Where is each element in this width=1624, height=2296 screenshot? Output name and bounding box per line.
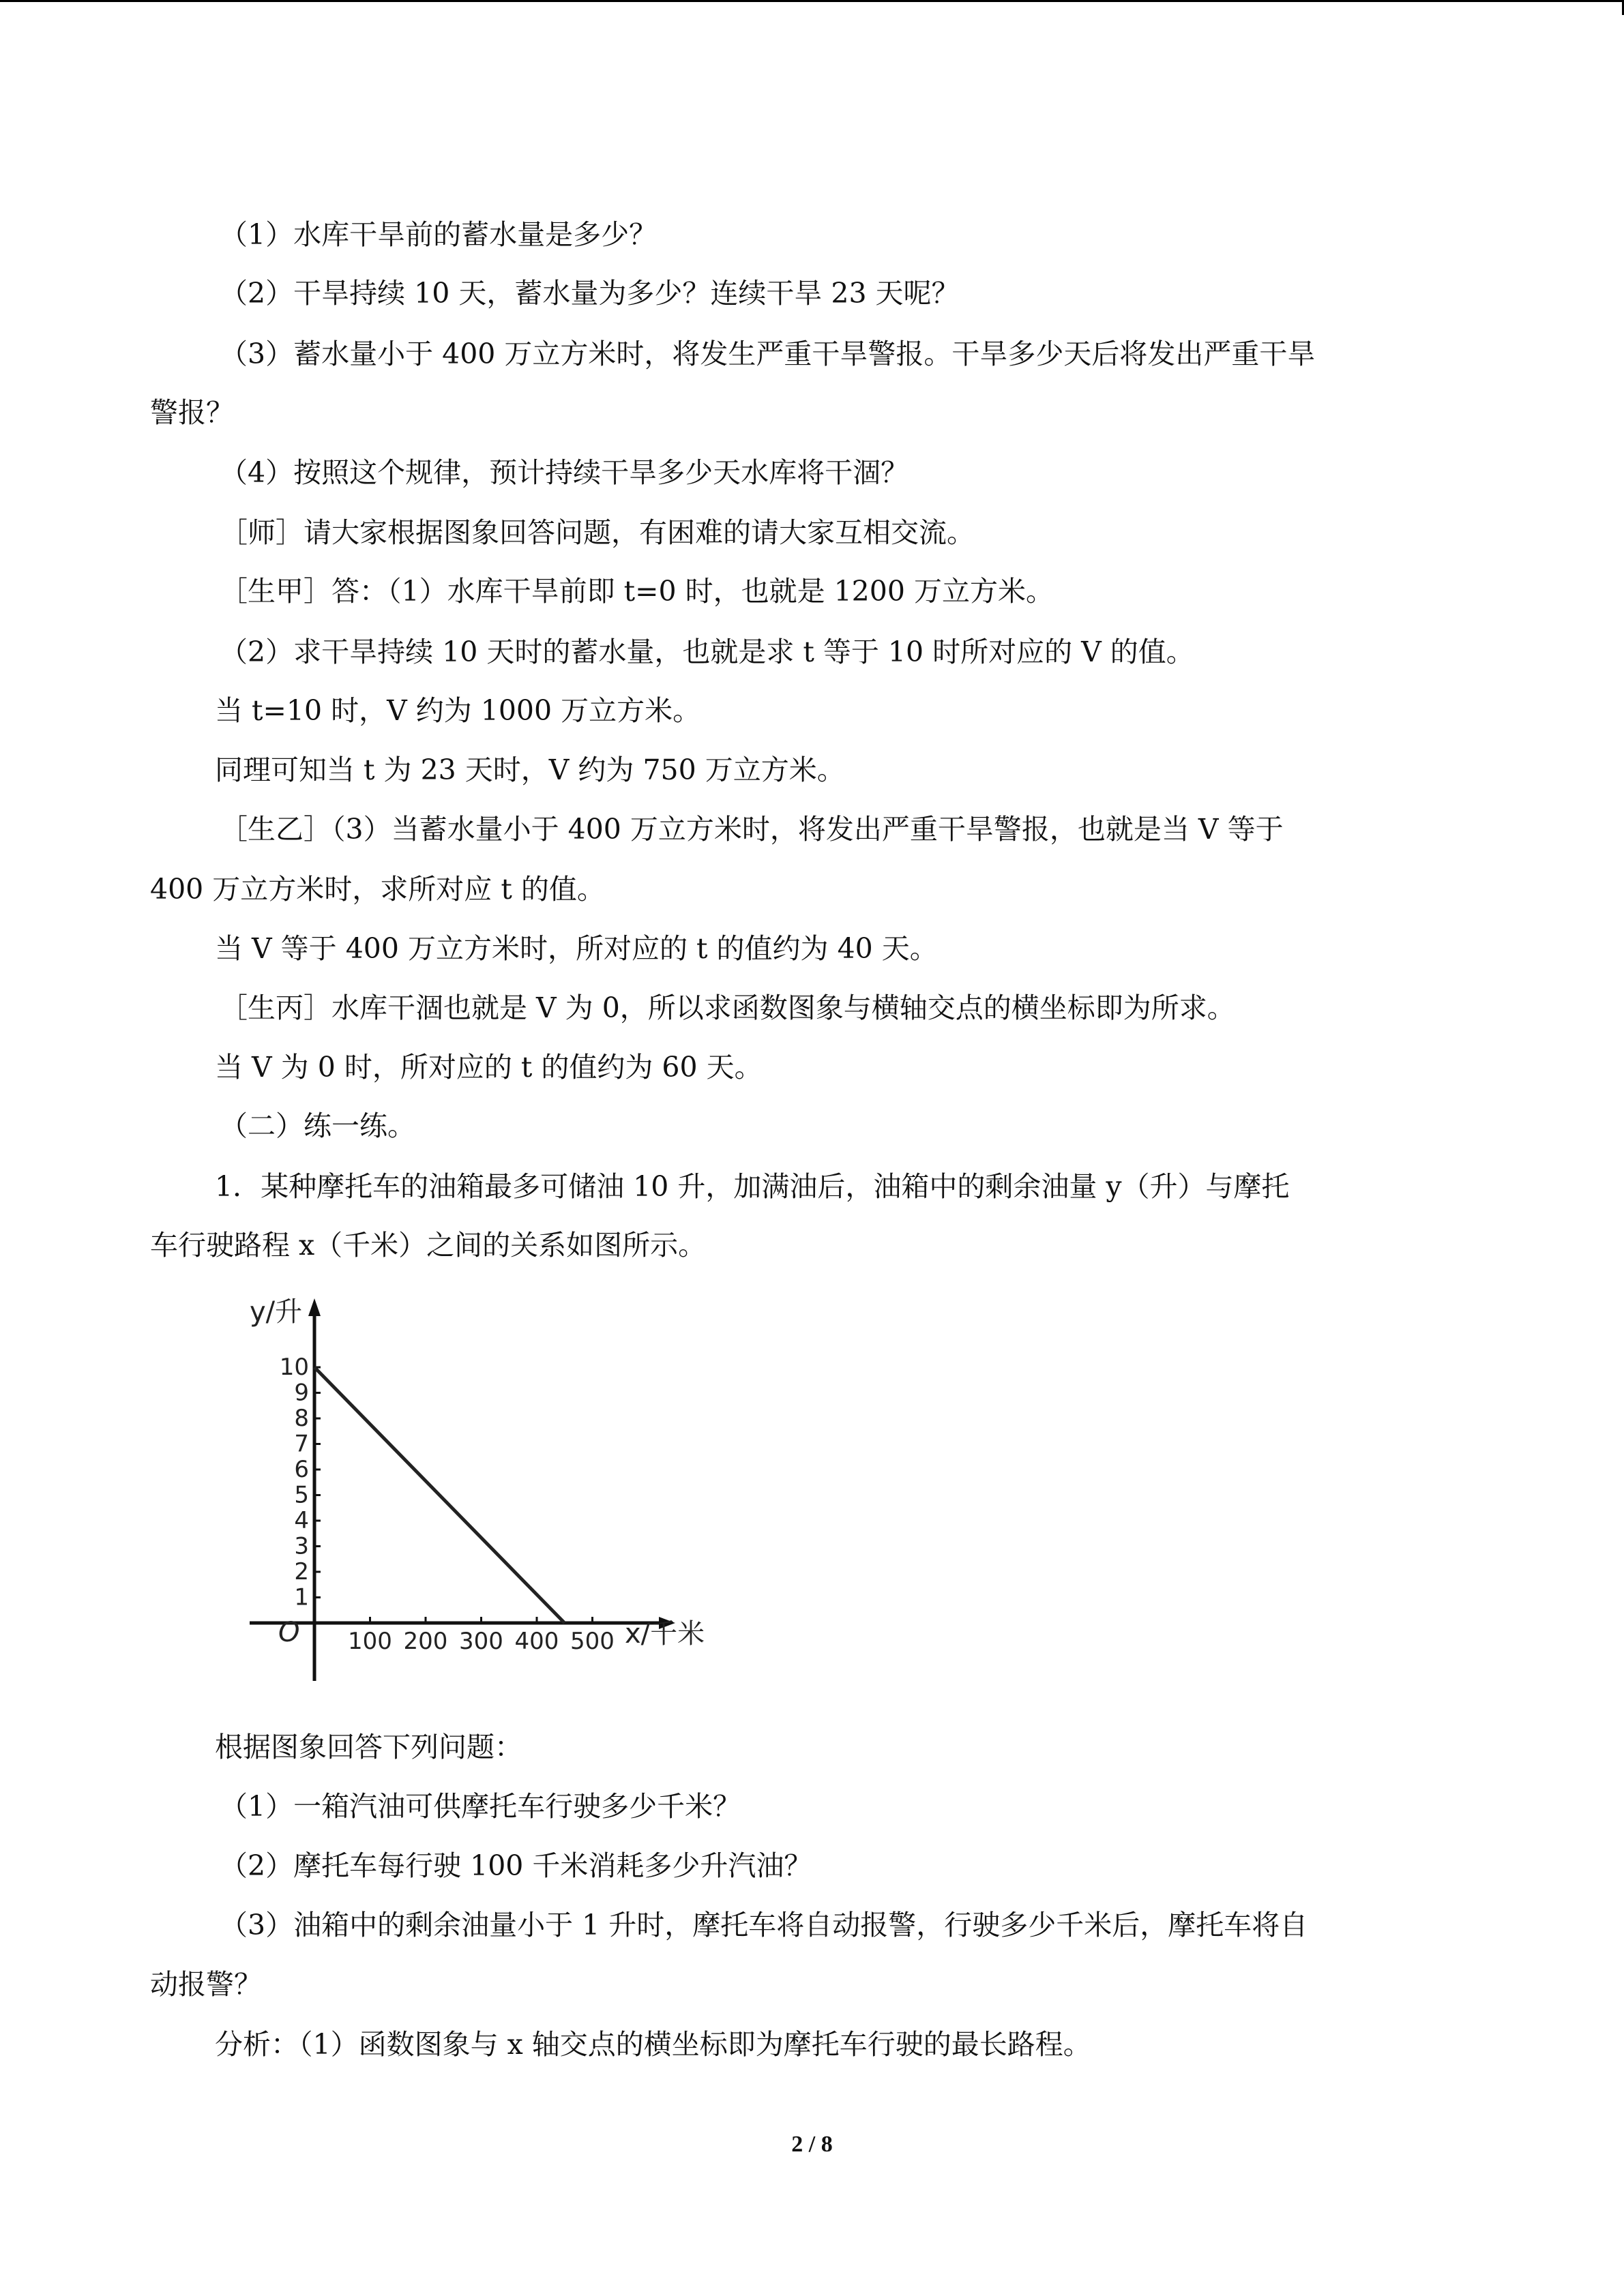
- y-tick-label-4: 4: [294, 1507, 309, 1534]
- question-3-line1: （3）蓄水量小于 400 万立方米时，将发生严重干旱警报。干旱多少天后将发出严重干旱: [220, 338, 1316, 370]
- question-2: （2）干旱持续 10 天，蓄水量为多少？连续干旱 23 天呢？: [220, 277, 960, 310]
- practice-question-3-line1: （3）油箱中的剩余油量小于 1 升时，摩托车将自动报警，行驶多少千米后，摩托车将自: [220, 1909, 1308, 1941]
- y-tick-label-6: 6: [294, 1456, 309, 1483]
- practice-question-1: （1）一箱汽油可供摩托车行驶多少千米？: [220, 1790, 741, 1823]
- y-tick-label-9: 9: [294, 1379, 309, 1407]
- answer-1: ［生甲］答：（1）水库干旱前即 t=0 时，也就是 1200 万立方米。: [220, 575, 1054, 608]
- section-practice-heading: （二）练一练。: [220, 1109, 415, 1142]
- practice-question-3-line2: 动报警？: [150, 1968, 262, 2001]
- x-tick-label-400: 400: [514, 1628, 559, 1655]
- answer-2-detail: 当 t=10 时，V 约为 1000 万立方米。: [215, 694, 701, 727]
- page-number: 2 / 8: [791, 2132, 833, 2157]
- answer-2-similar: 同理可知当 t 为 23 天时，V 约为 750 万立方米。: [215, 754, 845, 786]
- problem-1-line2: 车行驶路程 x（千米）之间的关系如图所示。: [150, 1229, 707, 1262]
- x-tick-label-200: 200: [403, 1628, 448, 1655]
- origin-label: O: [278, 1617, 300, 1648]
- y-axis-label: y/升: [250, 1296, 303, 1328]
- y-tick-label-10: 10: [279, 1354, 309, 1381]
- x-tick-label-100: 100: [348, 1628, 392, 1655]
- question-1: （1）水库干旱前的蓄水量是多少？: [220, 218, 658, 251]
- problem-1-line1: 1．某种摩托车的油箱最多可储油 10 升，加满油后，油箱中的剩余油量 y（升）与摩托: [215, 1170, 1290, 1203]
- question-4: （4）按照这个规律，预计持续干旱多少天水库将干涸？: [220, 456, 909, 489]
- instruction: 根据图象回答下列问题：: [215, 1731, 522, 1763]
- y-tick-label-5: 5: [294, 1481, 309, 1509]
- y-tick-label-3: 3: [294, 1532, 309, 1560]
- fuel-distance-chart: [209, 1289, 727, 1698]
- answer-3-line2: 400 万立方米时，求所对应 t 的值。: [150, 873, 605, 906]
- answer-3-line1: ［生乙］（3）当蓄水量小于 400 万立方米时，将发出严重干旱警报，也就是当 V 等于: [220, 813, 1284, 846]
- y-tick-label-2: 2: [294, 1558, 309, 1585]
- answer-3-result: 当 V 等于 400 万立方米时，所对应的 t 的值约为 40 天。: [215, 932, 938, 965]
- y-tick-label-1: 1: [294, 1583, 309, 1611]
- y-tick-label-7: 7: [294, 1430, 309, 1458]
- answer-4: ［生丙］水库干涸也就是 V 为 0，所以求函数图象与横轴交点的横坐标即为所求。: [220, 992, 1235, 1024]
- x-tick-label-300: 300: [459, 1628, 503, 1655]
- analysis: 分析：（1）函数图象与 x 轴交点的横坐标即为摩托车行驶的最长路程。: [215, 2028, 1091, 2061]
- answer-2: （2）求干旱持续 10 天时的蓄水量，也就是求 t 等于 10 时所对应的 V 的值。: [220, 636, 1194, 668]
- top-border: [0, 0, 1624, 2]
- teacher-prompt: ［师］请大家根据图象回答问题，有困难的请大家互相交流。: [220, 516, 975, 549]
- question-3-line2: 警报？: [150, 396, 234, 429]
- y-tick-label-8: 8: [294, 1405, 309, 1432]
- practice-question-2: （2）摩托车每行驶 100 千米消耗多少升汽油？: [220, 1849, 812, 1882]
- answer-4-result: 当 V 为 0 时，所对应的 t 的值约为 60 天。: [215, 1051, 763, 1084]
- x-axis-label: x/千米: [625, 1618, 705, 1650]
- x-tick-label-500: 500: [570, 1628, 615, 1655]
